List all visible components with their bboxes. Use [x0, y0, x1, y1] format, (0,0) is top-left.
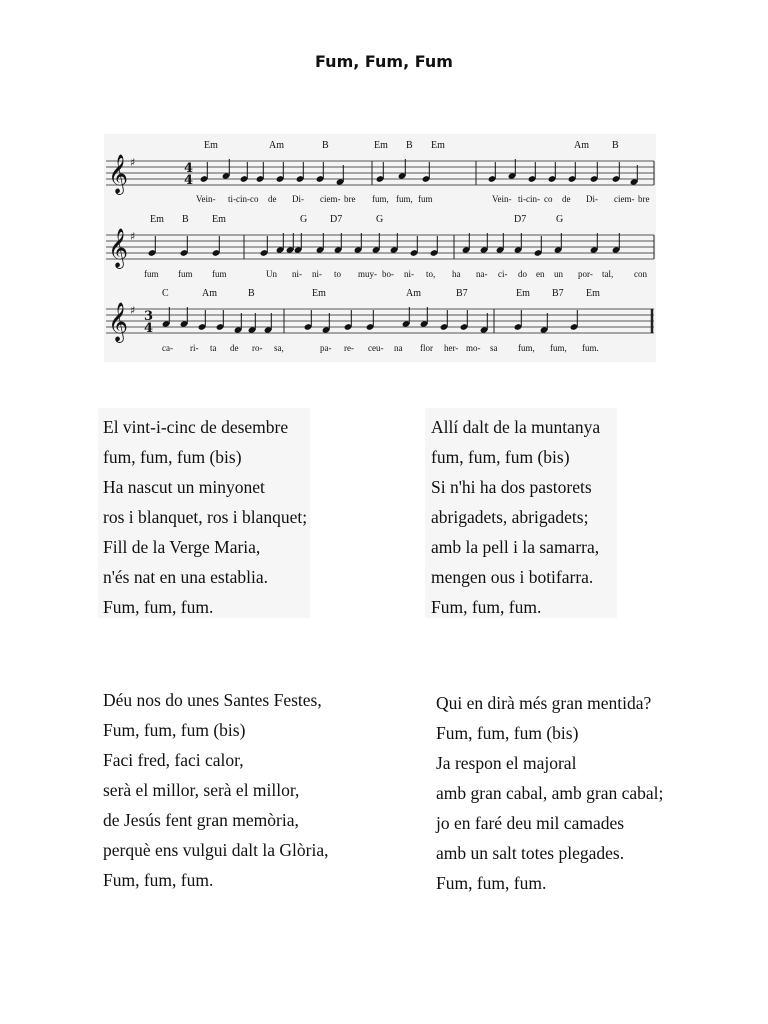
- lyric-syllable: Di-: [292, 194, 304, 204]
- lyric-syllable: her-: [444, 343, 459, 353]
- lyric-syllable: ni-: [404, 269, 414, 279]
- lyric-syllable: co: [250, 194, 259, 204]
- lyric-syllable: ni-: [312, 269, 322, 279]
- lyric-syllable: mo-: [466, 343, 481, 353]
- lyric-syllable: ti-cin-: [518, 194, 540, 204]
- lyric-syllable: ro-: [252, 343, 263, 353]
- verse-line: ros i blanquet, ros i blanquet;: [103, 507, 308, 527]
- lyric-syllable: por-: [578, 269, 593, 279]
- chord-symbol: B: [182, 214, 189, 225]
- lyric-syllable: flor: [420, 343, 433, 353]
- verse-line: mengen ous i botifarra.: [431, 567, 594, 587]
- lyric-syllable: ta: [210, 343, 217, 353]
- lyric-syllable: co: [544, 194, 553, 204]
- sharp-icon: ♯: [130, 304, 136, 317]
- chord-symbol: G: [556, 214, 564, 225]
- verse-line: serà el millor, serà el millor,: [103, 780, 300, 800]
- music-staff-svg: [104, 134, 656, 362]
- lyric-syllable: tal,: [602, 269, 614, 279]
- lyric-syllable: Vein-: [492, 194, 512, 204]
- time-signature-top: 3: [144, 309, 154, 324]
- lyric-syllable: Di-: [586, 194, 598, 204]
- lyric-syllable: fum: [144, 269, 159, 279]
- chord-symbol: B: [322, 140, 329, 151]
- chord-symbol: G: [300, 214, 308, 225]
- treble-clef-icon: 𝄞: [108, 154, 129, 194]
- verse-3: [103, 685, 329, 895]
- lyric-syllable: ci-: [498, 269, 508, 279]
- chord-symbol: Em: [212, 214, 226, 225]
- treble-clef-icon: 𝄞: [108, 302, 129, 342]
- verse-line: amb la pell i la samarra,: [431, 537, 600, 557]
- verse-line: abrigadets, abrigadets;: [431, 507, 589, 527]
- verse-line: fum, fum, fum (bis): [431, 447, 570, 467]
- verse-line: Fum, fum, fum.: [431, 597, 542, 617]
- lyric-syllable: de: [230, 343, 239, 353]
- verse-line: El vint-i-cinc de desembre: [103, 417, 289, 437]
- lyric-syllable: to: [334, 269, 342, 279]
- lyric-syllable: fum: [178, 269, 193, 279]
- lyric-syllable: fum,: [396, 194, 413, 204]
- verse-4: [436, 688, 663, 898]
- lyric-syllable: ciem-: [614, 194, 635, 204]
- verse-line: Fum, fum, fum (bis): [436, 723, 579, 743]
- verse-line: amb gran cabal, amb gran cabal;: [436, 783, 664, 803]
- verse-line: Ha nascut un minyonet: [103, 477, 265, 497]
- chord-symbol: Em: [586, 288, 600, 299]
- chord-symbol: Am: [202, 288, 217, 299]
- lyric-syllable: bo-: [382, 269, 394, 279]
- time-signature-bottom: 4: [144, 321, 154, 336]
- time-signature-top: 4: [184, 161, 194, 176]
- lyric-syllable: fum,: [518, 343, 535, 353]
- verse-line: Fum, fum, fum.: [436, 873, 547, 893]
- lyric-syllable: fum,: [372, 194, 389, 204]
- chord-symbol: B: [248, 288, 255, 299]
- lyric-syllable: de: [562, 194, 571, 204]
- lyric-syllable: Un: [266, 269, 277, 279]
- lyric-syllable: to,: [426, 269, 436, 279]
- lyric-syllable: ca-: [162, 343, 173, 353]
- chord-symbol: Em: [516, 288, 530, 299]
- verse-line: n'és nat en una establia.: [103, 567, 268, 587]
- lyric-syllable: muy-: [358, 269, 377, 279]
- chord-symbol: Em: [374, 140, 388, 151]
- verse-line: Déu nos do unes Santes Festes,: [103, 690, 322, 710]
- lyric-syllable: na: [394, 343, 403, 353]
- verse-line: Ja respon el majoral: [436, 753, 577, 773]
- lyric-syllable: ceu-: [368, 343, 384, 353]
- lyric-syllable: do: [518, 269, 527, 279]
- lyric-syllable: bre: [344, 194, 356, 204]
- verse-line: Allí dalt de la muntanya: [431, 417, 601, 437]
- chord-symbol: Am: [574, 140, 589, 151]
- chord-symbol: B: [612, 140, 619, 151]
- chord-symbol: Em: [204, 140, 218, 151]
- verse-line: Fum, fum, fum.: [103, 597, 214, 617]
- chord-symbol: D7: [514, 214, 527, 225]
- lyric-syllable: sa,: [274, 343, 284, 353]
- sharp-icon: ♯: [130, 230, 136, 243]
- verse-line: Fill de la Verge Maria,: [103, 537, 261, 557]
- verse-line: Faci fred, faci calor,: [103, 750, 244, 770]
- lyric-syllable: en: [536, 269, 545, 279]
- chord-symbol: B7: [456, 288, 468, 299]
- chord-symbol: Em: [431, 140, 445, 151]
- chord-symbol: Em: [150, 214, 164, 225]
- lyric-syllable: ha: [452, 269, 461, 279]
- verse-2: [431, 412, 600, 622]
- time-signature-bottom: 4: [184, 173, 194, 188]
- page-title: Fum, Fum, Fum: [315, 52, 453, 71]
- verse-line: Fum, fum, fum (bis): [103, 720, 246, 740]
- sheet-music: [104, 134, 656, 362]
- lyric-syllable: sa: [490, 343, 498, 353]
- lyric-syllable: ri-: [190, 343, 199, 353]
- chord-symbol: C: [162, 288, 169, 299]
- sharp-icon: ♯: [130, 156, 136, 169]
- lyric-syllable: bre: [638, 194, 650, 204]
- lyric-syllable: fum.: [582, 343, 599, 353]
- chord-symbol: D7: [330, 214, 343, 225]
- verse-line: Fum, fum, fum.: [103, 870, 214, 890]
- verse-line: de Jesús fent gran memòria,: [103, 810, 299, 830]
- lyric-syllable: ciem-: [320, 194, 341, 204]
- chord-symbol: Em: [312, 288, 326, 299]
- chord-symbol: B7: [552, 288, 564, 299]
- chord-symbol: B: [406, 140, 413, 151]
- verse-line: fum, fum, fum (bis): [103, 447, 242, 467]
- treble-clef-icon: 𝄞: [108, 228, 129, 268]
- verse-line: jo en faré deu mil camades: [436, 813, 625, 833]
- verse-line: Si n'hi ha dos pastorets: [431, 477, 592, 497]
- lyric-syllable: un: [554, 269, 563, 279]
- lyric-syllable: Vein-: [196, 194, 216, 204]
- lyric-syllable: pa-: [320, 343, 332, 353]
- lyric-syllable: fum,: [550, 343, 567, 353]
- verse-1: [103, 412, 307, 622]
- lyric-syllable: ni-: [292, 269, 302, 279]
- chord-symbol: Am: [269, 140, 284, 151]
- verse-line: perquè ens vulgui dalt la Glòria,: [103, 840, 329, 860]
- lyric-syllable: fum: [418, 194, 433, 204]
- chord-symbol: G: [376, 214, 384, 225]
- chord-symbol: Am: [406, 288, 421, 299]
- lyric-syllable: na-: [476, 269, 488, 279]
- lyric-syllable: con: [634, 269, 647, 279]
- lyric-syllable: re-: [344, 343, 354, 353]
- lyric-syllable: fum: [212, 269, 227, 279]
- lyric-syllable: de: [268, 194, 277, 204]
- verse-line: Qui en dirà més gran mentida?: [436, 693, 652, 713]
- lyric-syllable: ti-cin-: [228, 194, 250, 204]
- verse-line: amb un salt totes plegades.: [436, 843, 625, 863]
